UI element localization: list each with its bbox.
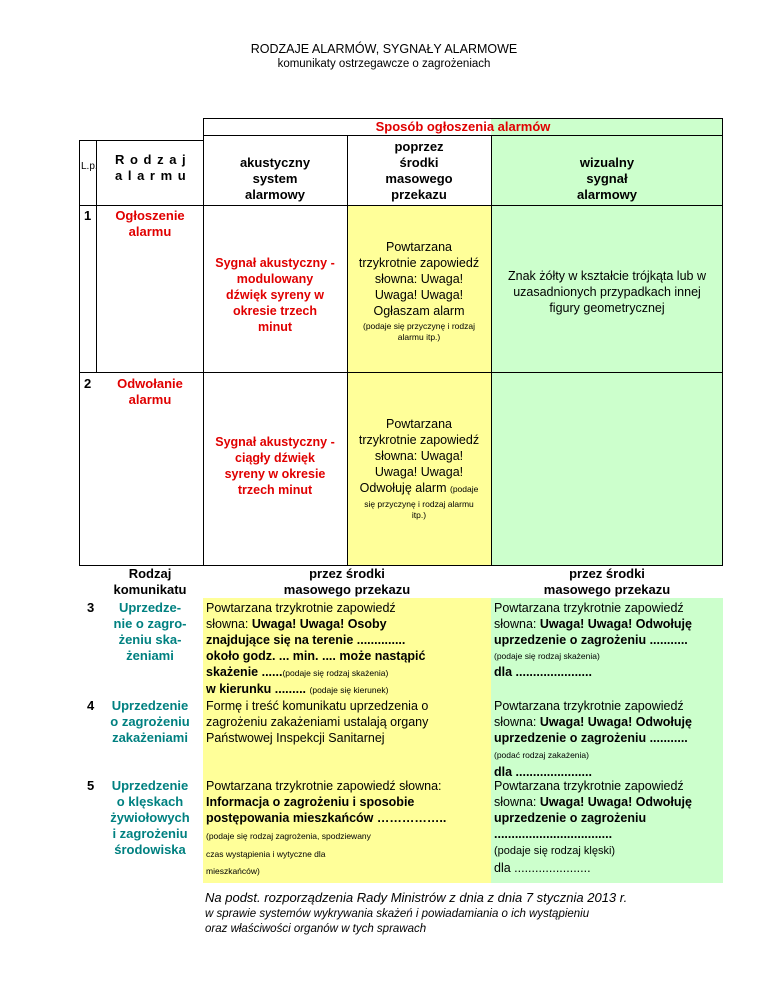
footer-source: Na podst. rozporządzenia Rady Ministrów z dnia z dnia 7 stycznia 2013 r.	[205, 890, 628, 905]
message-name-line: Uprzedzenie	[111, 778, 189, 793]
msg-line: Państwowej Inspekcji Sanitarnej	[206, 731, 385, 745]
msg-part: słowna:	[494, 795, 540, 809]
media-line: słowna: Uwaga!	[374, 449, 464, 463]
msg-line: Informacja o zagrożeniu i sposobie	[206, 795, 415, 809]
col-wizualny-line: wizualny	[579, 155, 635, 170]
col-media-line: masowego	[385, 171, 453, 186]
col-akustyczny-line: alarmowy	[245, 187, 305, 202]
message-name-line: nie o zagro-	[113, 616, 187, 631]
col-komunikat-line: komunikatu	[113, 582, 187, 597]
media-message	[206, 698, 491, 746]
media-note: alarmu itp.)	[397, 332, 441, 342]
col-wizualny-header	[491, 155, 723, 203]
media-line: trzykrotnie zapowiedź	[358, 433, 480, 447]
visual-signal	[491, 268, 723, 316]
col-media3-line: masowego przekazu	[543, 582, 671, 597]
media-message	[206, 600, 491, 698]
msg-part: w kierunku .........	[206, 682, 307, 696]
acoustic-line: Sygnał akustyczny -	[215, 256, 335, 270]
msg-line: dla ......................	[494, 665, 592, 679]
col-komunikat-header	[97, 566, 203, 598]
msg-part: Uwaga! Uwaga! Odwołuję	[539, 715, 692, 729]
msg-line: Powtarzana trzykrotnie zapowiedź	[206, 601, 396, 615]
alarm-table	[79, 118, 723, 883]
alarm-name-line: Ogłoszenie	[115, 208, 185, 223]
acoustic-signal	[203, 434, 347, 498]
media-line: Powtarzana	[385, 240, 452, 254]
message-name-line: Uprzedze-	[118, 600, 182, 615]
alarm-name	[97, 376, 203, 408]
visual-line: Znak żółty w kształcie trójkąta lub w	[508, 269, 706, 283]
media-line: Uwaga! Uwaga!	[374, 465, 464, 479]
msg-note: (podaje się kierunek)	[309, 685, 389, 695]
msg-line: Powtarzana trzykrotnie zapowiedź	[494, 699, 684, 713]
message-name-line: żeniu ska-	[118, 632, 182, 647]
msg-part: słowna:	[494, 715, 540, 729]
acoustic-line: minut	[257, 320, 293, 334]
msg-note: (podaje się rodzaj skażenia)	[494, 651, 600, 661]
media-line-text: Odwołuję alarm	[359, 481, 447, 495]
msg-line: około godz. ... min. .... może nastąpić	[206, 649, 426, 663]
media-line: Powtarzana	[385, 417, 452, 431]
msg-note: mieszkańców)	[206, 866, 260, 876]
col-akustyczny-line: akustyczny	[239, 155, 311, 170]
msg-note: (podać rodzaj zakażenia)	[494, 750, 589, 760]
msg-note: (podaje się rodzaj klęski)	[494, 845, 616, 857]
msg-note: czas wystąpienia i wytyczne dla	[206, 849, 326, 859]
row-number: 5	[87, 778, 95, 793]
msg-part: Uwaga! Uwaga! Odwołuję	[539, 795, 692, 809]
acoustic-line: modulowany	[236, 272, 314, 286]
acoustic-line: trzech minut	[237, 483, 313, 497]
footer-source-line: w sprawie systemów wykrywania skażeń i powiadamiania o ich wystąpieniu	[205, 908, 590, 920]
col-wizualny-line: alarmowy	[577, 187, 637, 202]
message-name	[97, 778, 203, 858]
media-note: (podaje	[449, 484, 479, 494]
msg-line: Formę i treść komunikatu uprzedzenia o	[206, 699, 429, 713]
message-name-line: żeniami	[126, 648, 174, 663]
message-name-line: zakażeniami	[112, 730, 188, 745]
col-media-line: poprzez	[394, 139, 444, 154]
media-line: Ogłaszam alarm	[373, 304, 465, 318]
msg-line: dla ......................	[494, 765, 592, 779]
msg-line: postępowania mieszkańców ……………..	[206, 811, 447, 825]
page-subtitle: komunikaty ostrzegawcze o zagrożeniach	[277, 58, 491, 70]
media-message-right	[494, 698, 723, 780]
col-komunikat-line: Rodzaj	[128, 566, 172, 581]
msg-part: Uwaga! Uwaga! Osoby	[251, 617, 387, 631]
msg-note: (podaje się rodzaj skażenia)	[282, 668, 389, 678]
footer-source-line: oraz właściwości organów w tych sprawach	[205, 923, 427, 935]
msg-part: słowna:	[206, 617, 252, 631]
message-name	[97, 600, 203, 664]
col-rodzaj-line: a l a r m u	[115, 168, 187, 183]
alarm-name-line: alarmu	[128, 224, 172, 239]
message-name-line: o zagrożeniu	[110, 714, 190, 729]
msg-line	[206, 664, 491, 681]
message-name-line: środowiska	[114, 842, 186, 857]
acoustic-signal	[203, 255, 347, 335]
media-note: (podaje się przyczynę i rodzaj	[363, 321, 475, 331]
msg-line: uprzedzenie o zagrożeniu ...........	[494, 731, 688, 745]
msg-line	[494, 616, 723, 632]
msg-part: Uwaga! Uwaga! Odwołuję	[539, 617, 692, 631]
visual-line: uzasadnionych przypadkach innej	[513, 285, 701, 299]
col-media3-header	[491, 566, 723, 598]
msg-part: słowna:	[494, 617, 540, 631]
row-number: 2	[84, 376, 92, 391]
msg-line: znajdujące się na terenie ..............	[206, 633, 406, 647]
message-name-line: żywiołowych	[110, 810, 190, 825]
message-name-line: Uprzedzenie	[111, 698, 189, 713]
col-media2-line: masowego przekazu	[283, 582, 411, 597]
acoustic-line: syreny w okresie	[224, 467, 326, 481]
col-rodzaj-line: R o d z a j	[115, 152, 187, 167]
media-line: Uwaga! Uwaga!	[374, 288, 464, 302]
msg-line: uprzedzenie o zagrożeniu	[494, 811, 647, 825]
msg-line: Powtarzana trzykrotnie zapowiedź	[494, 601, 684, 615]
msg-line	[494, 714, 723, 730]
acoustic-line: dźwięk syreny w	[226, 288, 324, 302]
msg-line: uprzedzenie o zagrożeniu ...........	[494, 633, 688, 647]
col-rodzaj-header	[115, 152, 203, 184]
col-wizualny-line: sygnał	[586, 171, 628, 186]
message-name	[97, 698, 203, 746]
msg-line: ..................................	[494, 827, 613, 841]
msg-line: dla ......................	[494, 861, 591, 875]
msg-part: skażenie ......	[206, 665, 283, 679]
visual-line: figury geometrycznej	[549, 301, 665, 315]
media-line	[347, 480, 491, 497]
col-media3-line: przez środki	[569, 566, 645, 581]
media-announcement	[347, 239, 491, 343]
alarm-name	[97, 208, 203, 240]
page-title: RODZAJE ALARMÓW, SYGNAŁY ALARMOWE	[250, 42, 518, 56]
group-header: Sposób ogłoszenia alarmów	[375, 119, 551, 134]
media-note: się przyczynę i rodzaj alarmu	[364, 499, 474, 509]
msg-line	[494, 794, 723, 810]
media-note: itp.)	[411, 510, 427, 520]
col-media-line: środki	[399, 155, 439, 170]
col-akustyczny-line: system	[252, 171, 298, 186]
acoustic-line: Sygnał akustyczny -	[215, 435, 335, 449]
media-message-right	[494, 600, 723, 680]
row-number: 1	[84, 208, 92, 223]
msg-line: Powtarzana trzykrotnie zapowiedź słowna:	[206, 779, 442, 793]
media-line: słowna: Uwaga!	[374, 272, 464, 286]
row-number: 4	[87, 698, 95, 713]
acoustic-line: okresie trzech	[232, 304, 318, 318]
message-name-line: o klęskach	[116, 794, 184, 809]
row-number: 3	[87, 600, 95, 615]
media-message-right	[494, 778, 723, 876]
media-message	[206, 778, 491, 880]
msg-line	[206, 681, 491, 698]
col-akustyczny-header	[203, 155, 347, 203]
message-name-line: i zagrożeniu	[112, 826, 188, 841]
alarm-name-line: Odwołanie	[117, 376, 183, 391]
msg-line: zagrożeniu zakażeniami ustalają organy	[206, 715, 429, 729]
col-media-header	[347, 139, 491, 203]
col-media2-line: przez środki	[309, 566, 385, 581]
media-line: trzykrotnie zapowiedź	[358, 256, 480, 270]
msg-line: Powtarzana trzykrotnie zapowiedź	[494, 779, 684, 793]
acoustic-line: ciągły dźwięk	[235, 451, 315, 465]
alarm-name-line: alarmu	[128, 392, 172, 407]
media-announcement	[347, 416, 491, 521]
col-media2-header	[203, 566, 491, 598]
msg-line	[206, 616, 491, 632]
msg-note: (podaje się rodzaj zagrożenia, spodziewany	[206, 831, 371, 841]
col-lp-header: L.p.	[81, 161, 98, 172]
col-media-line: przekazu	[391, 187, 447, 202]
